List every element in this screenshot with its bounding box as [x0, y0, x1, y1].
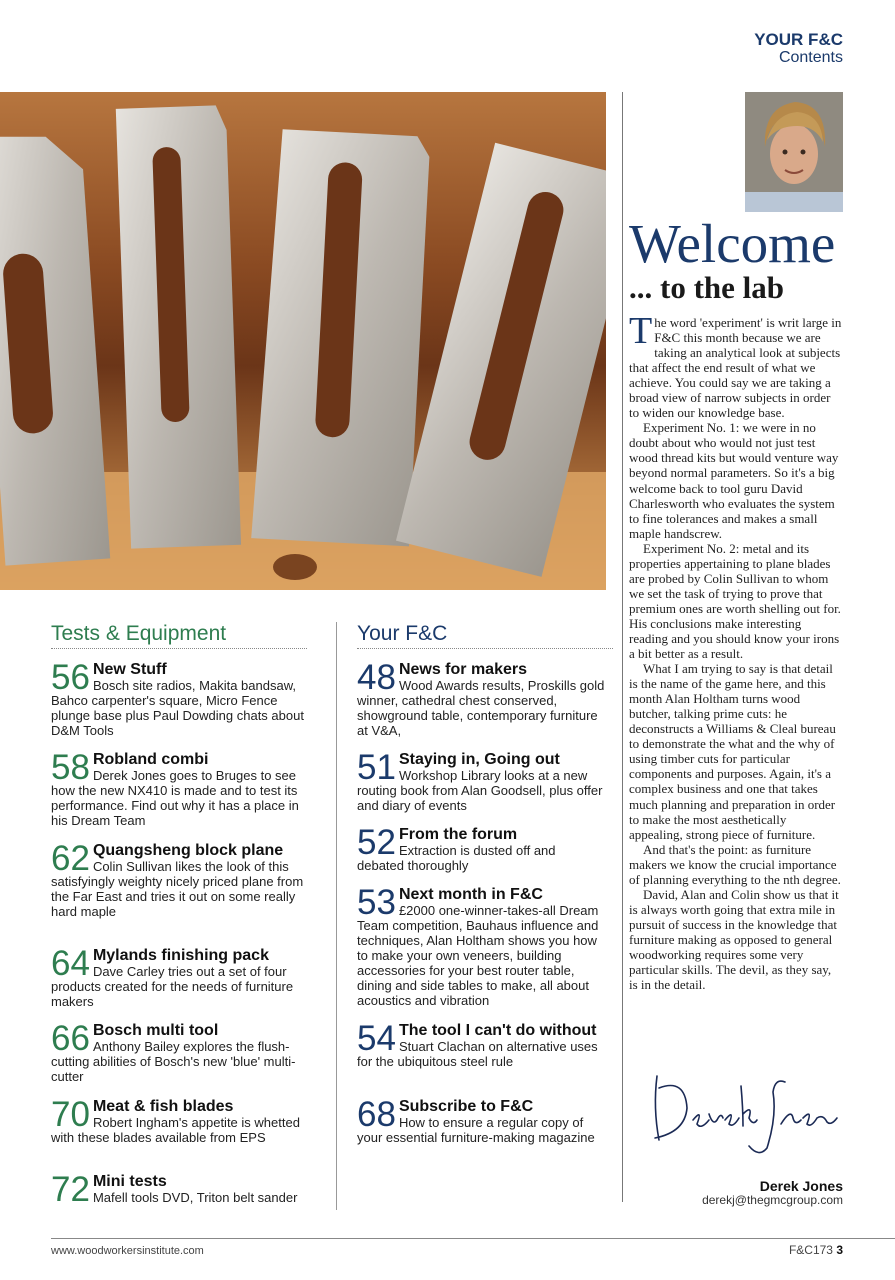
- footer-rule: [51, 1238, 895, 1239]
- item-desc: Dave Carley tries out a set of four products created for the needs of furniture makers: [51, 964, 294, 1009]
- author-signature: [645, 1068, 845, 1158]
- plane-blades-photo: [0, 92, 606, 590]
- page-number: 56: [51, 658, 90, 697]
- paragraph: And that's the point: as furniture makers we know the crucial importance of planning everything to the nth degree.: [629, 841, 841, 887]
- item-desc: Wood Awards results, Proskills gold winner, cathedral chest conserved, showground table, contemporary furniture at V&A,: [357, 678, 605, 738]
- item-desc: Derek Jones goes to Bruges to see how the new NX410 is made and to test its performance. Find out why it has a place in his Dream Team: [51, 768, 299, 828]
- item-desc: Colin Sullivan likes the look of this satisfyingly weighty nicely priced plane from the Far East and tries it out on some really hard maple: [51, 859, 304, 919]
- item-desc: Stuart Clachan on alternative uses for the ubiquitous steel rule: [357, 1039, 598, 1069]
- page-number: 66: [51, 1019, 90, 1058]
- column-divider: [336, 622, 337, 1210]
- paragraph: What I am trying to say is that detail is the name of the game here, and this month Alan Holtham turns wood butcher, talking prime cuts: he deconstructs a Williams & Cleal bureau to demonstrate the what and the why of using timber cuts for particular components and purposes. Again, it's a complex business and one that takes much planning and preparation in order to make the most aesthetically appealing, strong piece of furniture.: [629, 661, 836, 842]
- list-item[interactable]: [357, 748, 605, 813]
- item-desc: Bosch site radios, Makita bandsaw, Bahco carpenter's square, Micro Fence plunge base plus Paul Dowding chats about D&M Tools: [51, 678, 304, 738]
- item-desc: Anthony Bailey explores the flush-cutting abilities of Bosch's new 'blue' multi-cutter: [51, 1039, 296, 1084]
- list-item[interactable]: [51, 1170, 313, 1209]
- item-title: Quangsheng block plane: [92, 842, 284, 859]
- page-number: 68: [357, 1095, 396, 1134]
- yourfc-section-title: Your F&C: [357, 622, 613, 649]
- footer-url[interactable]: www.woodworkersinstitute.com: [51, 1245, 204, 1257]
- page-number: 58: [51, 748, 90, 787]
- page-number: 54: [357, 1019, 396, 1058]
- item-title: The tool I can't do without: [398, 1022, 597, 1039]
- subsection-label: Contents: [778, 49, 843, 66]
- item-title: Mylands finishing pack: [92, 947, 269, 964]
- item-title: Meat & fish blades: [92, 1098, 234, 1115]
- list-item[interactable]: [51, 748, 313, 828]
- page-number: 72: [51, 1170, 90, 1209]
- page-number: 53: [357, 883, 396, 922]
- page-number: 48: [357, 658, 396, 697]
- welcome-subheading: ... to the lab: [629, 270, 784, 305]
- item-title: Staying in, Going out: [398, 751, 560, 768]
- author-portrait: [745, 92, 843, 212]
- page-number: 70: [51, 1095, 90, 1134]
- list-item[interactable]: [357, 1019, 605, 1069]
- item-desc: Workshop Library looks at a new routing book from Alan Goodsell, plus offer and diary of events: [357, 768, 603, 813]
- list-item[interactable]: [357, 1095, 605, 1145]
- welcome-heading: Welcome: [629, 213, 836, 274]
- paragraph: The word 'experiment' is writ large in F&C this month because we are taking an analytical look at subjects that affect the end result of what we achieve. You could say we are taking a broad view of narrow subjects in order to widen our knowledge base.: [629, 310, 842, 421]
- item-title: From the forum: [398, 826, 518, 843]
- item-desc: Extraction is dusted off and debated thoroughly: [357, 843, 556, 873]
- footer-page: [789, 1243, 843, 1257]
- section-label: YOUR F&C: [754, 30, 843, 49]
- item-desc: Mafell tools DVD, Triton belt sander: [92, 1190, 298, 1205]
- blade-2: [116, 105, 241, 549]
- page-number: 62: [51, 839, 90, 878]
- author-email[interactable]: derekj@thegmcgroup.com: [702, 1193, 843, 1207]
- list-item[interactable]: [51, 658, 313, 738]
- page-number: 52: [357, 823, 396, 862]
- item-title: Bosch multi tool: [92, 1022, 219, 1039]
- paragraph: Experiment No. 1: we were in no doubt about who would not just test wood thread kits but would venture way beyond normal parameters. So it's a big welcome back to tool guru David Charlesworth who evaluates the system to fine tolerances and makes a small maple handscrew.: [629, 420, 839, 541]
- list-item[interactable]: [51, 839, 313, 919]
- item-desc: £2000 one-winner-takes-all Dream Team competition, Bauhaus influence and techniques, Alan Holtham shows you how to make your own veneers, building accessories for your best router table, dining and side tables to make, all about acoustics and vibration: [357, 903, 599, 1008]
- drop-cap: T: [629, 310, 653, 352]
- list-item[interactable]: [357, 658, 605, 738]
- item-title: News for makers: [398, 661, 527, 678]
- tests-section-title: Tests & Equipment: [51, 622, 307, 649]
- editorial-body: [629, 310, 843, 993]
- item-title: New Stuff: [92, 661, 167, 678]
- paragraph: Experiment No. 2: metal and its properties appertaining to plane blades are probed by Colin Sullivan to whom we set the task of trying to prove that premium ones are worth shelling out for. His conclusions make interesting reading and you should know your irons a bit better as a result.: [629, 540, 841, 662]
- item-title: Robland combi: [92, 751, 209, 768]
- list-item[interactable]: [51, 944, 313, 1009]
- paragraph: David, Alan and Colin show us that it is always worth going that extra mile in pursuit of success in the knowledge that furniture making as opposed to general woodworking requires some very particular skills. The devil, as they say, is in the detail.: [629, 886, 839, 993]
- list-item[interactable]: [51, 1019, 313, 1084]
- item-title: Next month in F&C: [398, 886, 543, 903]
- column-divider: [622, 92, 623, 1202]
- page-number: 64: [51, 944, 90, 983]
- item-desc: How to ensure a regular copy of your essential furniture-making magazine: [357, 1115, 595, 1145]
- item-desc: Robert Ingham's appetite is whetted with these blades available from EPS: [51, 1115, 300, 1145]
- item-title: Mini tests: [92, 1173, 167, 1190]
- author-name: Derek Jones: [759, 1178, 843, 1194]
- list-item[interactable]: [357, 883, 605, 1008]
- blade-3: [251, 129, 430, 547]
- list-item[interactable]: [357, 823, 605, 873]
- issue-label: F&C173: [788, 1243, 833, 1257]
- list-item[interactable]: [51, 1095, 313, 1145]
- item-title: Subscribe to F&C: [398, 1098, 534, 1115]
- page-number: 3: [836, 1243, 843, 1257]
- page-number: 51: [357, 748, 396, 787]
